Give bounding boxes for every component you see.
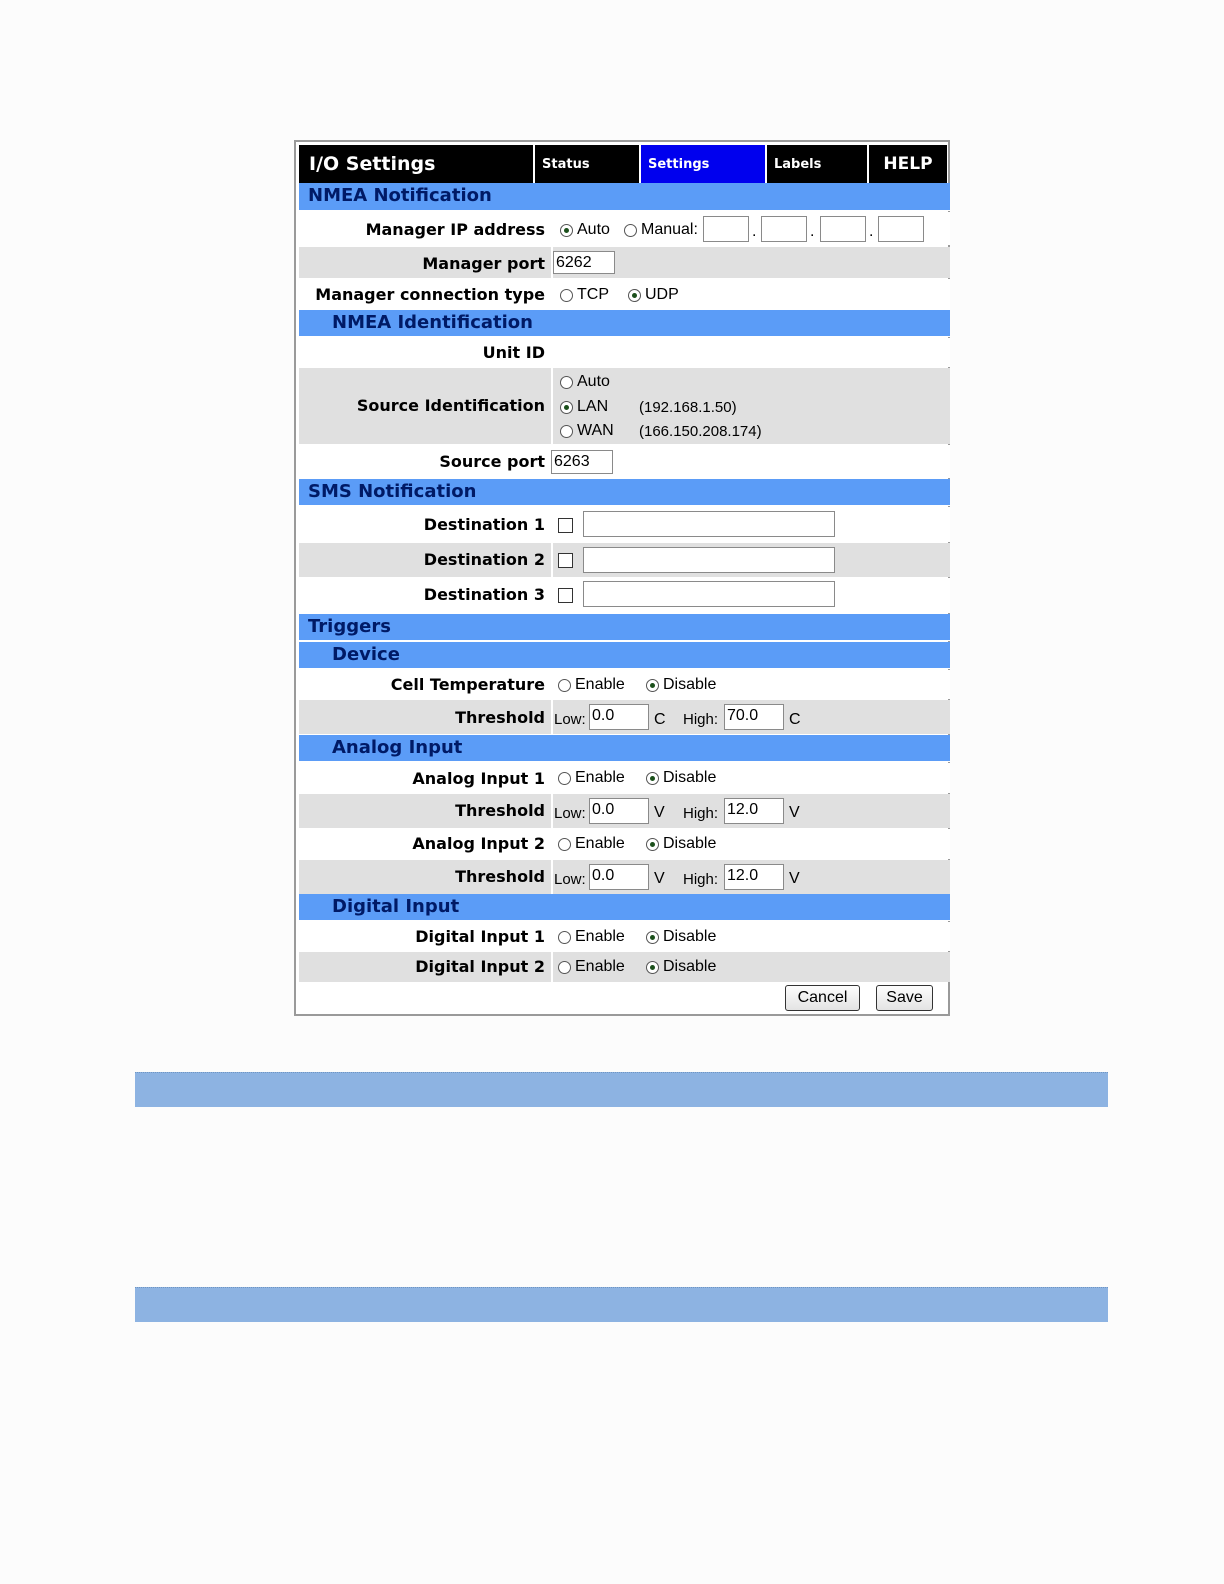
analog-input-row — [299, 829, 950, 859]
destination-2-input[interactable] — [583, 547, 835, 573]
ip-manual-radio[interactable] — [624, 224, 637, 237]
ip-auto-radio[interactable] — [560, 224, 573, 237]
ip-octet-4-input[interactable] — [878, 216, 924, 242]
threshold-label: Threshold — [455, 708, 545, 727]
disable-label: Disable — [663, 928, 717, 945]
ip-octet-3-input[interactable] — [820, 216, 866, 242]
manager-ip-row — [299, 212, 950, 245]
manager-port-row — [299, 247, 950, 278]
connection-type-row — [299, 279, 950, 310]
ip-octet-1-input[interactable] — [703, 216, 749, 242]
digital-1-disable-radio[interactable] — [646, 931, 659, 944]
destination-label: Destination 1 — [423, 515, 545, 534]
tab-status[interactable]: Status — [535, 145, 641, 183]
io-settings-panel — [294, 140, 950, 1016]
enable-label: Enable — [575, 835, 625, 852]
destination-2-checkbox[interactable] — [558, 553, 573, 568]
ip-dot: . — [752, 223, 757, 240]
threshold-row — [299, 700, 950, 734]
destination-1-input[interactable] — [583, 511, 835, 537]
destination-label: Destination 3 — [423, 585, 545, 604]
section-analog-input — [299, 735, 950, 762]
section-triggers — [299, 614, 950, 641]
analog-input-label: Analog Input 1 — [412, 769, 545, 788]
disable-label: Disable — [663, 769, 717, 786]
source-wan-ip: (166.150.208.174) — [639, 423, 762, 440]
section-digital-input — [299, 894, 950, 921]
cell-temp-disable-radio[interactable] — [646, 679, 659, 692]
section-title: SMS Notification — [308, 481, 477, 502]
digital-input-row — [299, 922, 950, 951]
destination-row — [299, 507, 950, 542]
cell-temp-high-input[interactable]: 70.0 — [724, 704, 784, 730]
unit-label: V — [654, 804, 665, 821]
analog-2-low-input[interactable]: 0.0 — [589, 864, 649, 890]
ip-auto-label: Auto — [577, 221, 610, 238]
section-nmea-notification — [299, 183, 950, 211]
digital-input-label: Digital Input 1 — [415, 927, 545, 946]
page-title: I/O Settings — [299, 145, 535, 183]
cell-temperature-label: Cell Temperature — [390, 675, 545, 694]
cancel-button[interactable]: Cancel — [785, 985, 860, 1011]
threshold-label: Threshold — [455, 801, 545, 820]
ip-dot: . — [810, 223, 815, 240]
section-title: NMEA Identification — [332, 312, 533, 333]
source-lan-ip: (192.168.1.50) — [639, 399, 737, 416]
digital-2-enable-radio[interactable] — [558, 961, 571, 974]
source-lan-label: LAN — [577, 398, 609, 415]
unit-label: V — [654, 870, 665, 887]
tab-settings[interactable]: Settings — [641, 145, 767, 183]
source-auto-radio[interactable] — [560, 376, 573, 389]
low-label: Low: — [554, 871, 586, 888]
digital-input-row — [299, 952, 950, 982]
destination-row — [299, 578, 950, 613]
section-title: NMEA Notification — [308, 185, 492, 206]
manager-ip-label: Manager IP address — [365, 220, 545, 239]
source-lan-radio[interactable] — [560, 401, 573, 414]
analog-2-high-input[interactable]: 12.0 — [724, 864, 784, 890]
analog-input-label: Analog Input 2 — [412, 834, 545, 853]
low-label: Low: — [554, 805, 586, 822]
tab-labels[interactable]: Labels — [767, 145, 869, 183]
manager-port-label: Manager port — [422, 254, 545, 273]
high-label: High: — [683, 805, 719, 822]
disable-label: Disable — [663, 958, 717, 975]
enable-label: Enable — [575, 769, 625, 786]
section-title: Device — [332, 644, 400, 665]
analog-1-high-input[interactable]: 12.0 — [724, 798, 784, 824]
threshold-row — [299, 860, 950, 894]
destination-3-checkbox[interactable] — [558, 588, 573, 603]
connection-type-label: Manager connection type — [315, 285, 545, 304]
unit-label: V — [789, 804, 800, 821]
digital-input-label: Digital Input 2 — [415, 957, 545, 976]
cell-temp-low-input[interactable]: 0.0 — [589, 704, 649, 730]
digital-1-enable-radio[interactable] — [558, 931, 571, 944]
section-title: Analog Input — [332, 737, 463, 758]
source-auto-label: Auto — [577, 373, 610, 390]
tab-bar — [299, 145, 947, 183]
analog-1-disable-radio[interactable] — [646, 772, 659, 785]
manager-port-input[interactable]: 6262 — [553, 251, 615, 274]
unit-id-label: Unit ID — [482, 343, 545, 362]
tab-help[interactable]: HELP — [869, 145, 947, 183]
low-label: Low: — [554, 711, 586, 728]
threshold-label: Threshold — [455, 867, 545, 886]
source-port-row — [299, 445, 950, 478]
enable-label: Enable — [575, 958, 625, 975]
destination-label: Destination 2 — [423, 550, 545, 569]
analog-input-row — [299, 763, 950, 793]
enable-label: Enable — [575, 928, 625, 945]
cell-temp-enable-radio[interactable] — [558, 679, 571, 692]
conn-udp-label: UDP — [645, 286, 679, 303]
threshold-row — [299, 794, 950, 828]
disable-label: Disable — [663, 835, 717, 852]
analog-1-enable-radio[interactable] — [558, 772, 571, 785]
unit-label: C — [654, 711, 666, 728]
high-label: High: — [683, 871, 719, 888]
section-device — [299, 642, 950, 669]
analog-1-low-input[interactable]: 0.0 — [589, 798, 649, 824]
document-heading-bar — [135, 1287, 1108, 1322]
digital-2-disable-radio[interactable] — [646, 961, 659, 974]
unit-label: V — [789, 870, 800, 887]
ip-octet-2-input[interactable] — [761, 216, 807, 242]
section-title: Digital Input — [332, 896, 460, 917]
save-button[interactable]: Save — [876, 985, 933, 1011]
ip-manual-label: Manual: — [641, 221, 698, 238]
conn-udp-radio[interactable] — [628, 289, 641, 302]
unit-id-row — [299, 338, 950, 367]
source-wan-label: WAN — [577, 422, 614, 439]
source-wan-radio[interactable] — [560, 425, 573, 438]
document-heading-bar — [135, 1072, 1108, 1107]
destination-3-input[interactable] — [583, 581, 835, 607]
source-identification-label: Source Identification — [356, 396, 545, 415]
source-port-label: Source port — [439, 452, 545, 471]
ip-dot: . — [869, 223, 874, 240]
disable-label: Disable — [663, 676, 717, 693]
enable-label: Enable — [575, 676, 625, 693]
conn-tcp-radio[interactable] — [560, 289, 573, 302]
section-title: Triggers — [308, 616, 391, 637]
section-sms-notification — [299, 479, 950, 506]
source-port-input[interactable]: 6263 — [551, 450, 613, 474]
unit-label: C — [789, 711, 801, 728]
conn-tcp-label: TCP — [577, 286, 609, 303]
analog-2-enable-radio[interactable] — [558, 838, 571, 851]
source-identification-row — [299, 368, 950, 444]
analog-2-disable-radio[interactable] — [646, 838, 659, 851]
section-nmea-identification — [299, 310, 950, 337]
destination-1-checkbox[interactable] — [558, 518, 573, 533]
high-label: High: — [683, 711, 719, 728]
cell-temperature-row — [299, 670, 950, 699]
destination-row — [299, 543, 950, 577]
